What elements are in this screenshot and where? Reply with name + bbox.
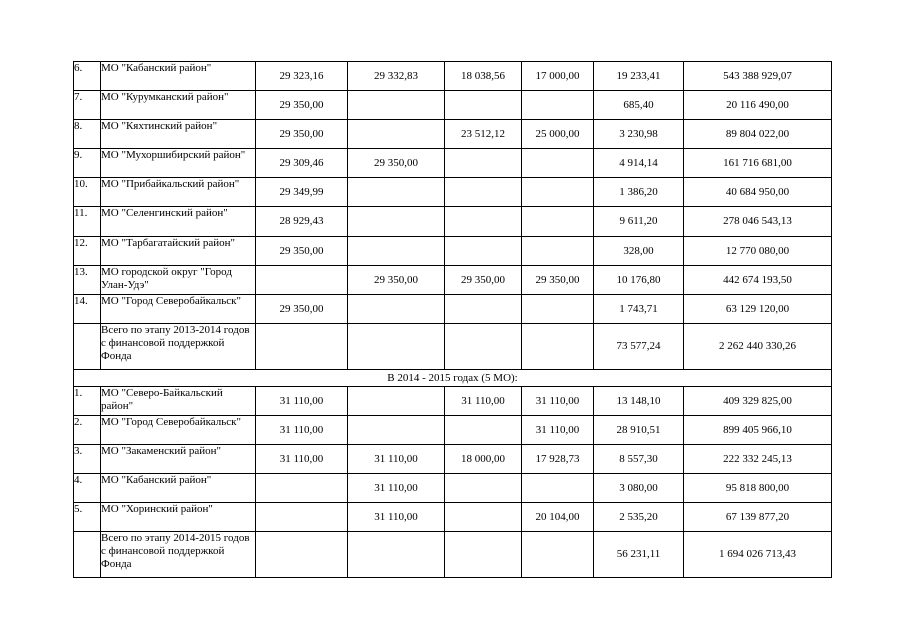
cost-per-sqm-2	[348, 207, 445, 237]
cost-per-sqm-2	[348, 387, 445, 416]
total-area: 328,00	[594, 237, 684, 266]
cost-per-sqm-4: 20 104,00	[522, 503, 594, 532]
total-cost: 222 332 245,13	[684, 445, 832, 474]
total-area: 1 386,20	[594, 178, 684, 207]
cost-per-sqm-3	[445, 149, 522, 178]
table-body	[74, 62, 832, 578]
cost-per-sqm-4: 17 000,00	[522, 62, 594, 91]
table-row	[74, 474, 832, 503]
empty-cell	[256, 532, 348, 578]
total-area: 4 914,14	[594, 149, 684, 178]
cost-per-sqm-2	[348, 237, 445, 266]
table-row	[74, 178, 832, 207]
row-number: 13.	[74, 266, 101, 295]
cost-per-sqm-4: 17 928,73	[522, 445, 594, 474]
total-area: 73 577,24	[594, 324, 684, 370]
cost-per-sqm-1: 31 110,00	[256, 387, 348, 416]
total-area: 10 176,80	[594, 266, 684, 295]
cost-per-sqm-4	[522, 178, 594, 207]
cost-per-sqm-2: 31 110,00	[348, 474, 445, 503]
cost-per-sqm-2	[348, 295, 445, 324]
municipality-name: МО "Закаменский район"	[101, 445, 256, 474]
cost-per-sqm-1	[256, 474, 348, 503]
cost-per-sqm-1: 31 110,00	[256, 445, 348, 474]
cost-per-sqm-2	[348, 416, 445, 445]
cost-per-sqm-4	[522, 91, 594, 120]
row-number: 7.	[74, 91, 101, 120]
table-row	[74, 207, 832, 237]
municipality-name: МО "Северо-Байкальский район"	[101, 387, 256, 416]
municipality-name: МО "Город Северобайкальск"	[101, 416, 256, 445]
total-cost: 67 139 877,20	[684, 503, 832, 532]
cost-per-sqm-4: 31 110,00	[522, 416, 594, 445]
cost-per-sqm-1: 29 349,99	[256, 178, 348, 207]
total-label: Всего по этапу 2014-2015 годов с финансовой поддержкой Фонда	[101, 532, 256, 578]
cost-per-sqm-1: 29 350,00	[256, 91, 348, 120]
total-area: 19 233,41	[594, 62, 684, 91]
municipality-name: МО "Кяхтинский район"	[101, 120, 256, 149]
cost-per-sqm-2: 31 110,00	[348, 445, 445, 474]
cost-per-sqm-3: 18 000,00	[445, 445, 522, 474]
cost-per-sqm-1: 29 350,00	[256, 237, 348, 266]
municipality-name: МО "Кабанский район"	[101, 474, 256, 503]
total-area: 13 148,10	[594, 387, 684, 416]
total-cost: 12 770 080,00	[684, 237, 832, 266]
row-number	[74, 324, 101, 370]
cost-per-sqm-1	[256, 503, 348, 532]
total-cost: 20 116 490,00	[684, 91, 832, 120]
table-row	[74, 91, 832, 120]
total-area: 8 557,30	[594, 445, 684, 474]
total-cost: 2 262 440 330,26	[684, 324, 832, 370]
cost-per-sqm-1	[256, 266, 348, 295]
cost-per-sqm-4: 29 350,00	[522, 266, 594, 295]
cost-per-sqm-3	[445, 237, 522, 266]
cost-per-sqm-4	[522, 207, 594, 237]
total-cost: 543 388 929,07	[684, 62, 832, 91]
total-row	[74, 532, 832, 578]
cost-per-sqm-2	[348, 178, 445, 207]
cost-per-sqm-2: 29 350,00	[348, 149, 445, 178]
total-cost: 161 716 681,00	[684, 149, 832, 178]
total-cost: 89 804 022,00	[684, 120, 832, 149]
section-header-row	[74, 370, 832, 387]
cost-per-sqm-3: 23 512,12	[445, 120, 522, 149]
total-cost: 1 694 026 713,43	[684, 532, 832, 578]
cost-per-sqm-1: 31 110,00	[256, 416, 348, 445]
cost-per-sqm-4	[522, 237, 594, 266]
cost-per-sqm-4: 31 110,00	[522, 387, 594, 416]
row-number: 1.	[74, 387, 101, 416]
municipality-name: МО "Мухоршибирский район"	[101, 149, 256, 178]
empty-cell	[348, 324, 445, 370]
total-cost: 409 329 825,00	[684, 387, 832, 416]
cost-per-sqm-2: 29 350,00	[348, 266, 445, 295]
cost-per-sqm-1: 29 309,46	[256, 149, 348, 178]
row-number: 14.	[74, 295, 101, 324]
table-row	[74, 62, 832, 91]
row-number: 8.	[74, 120, 101, 149]
municipality-name: МО "Селенгинский район"	[101, 207, 256, 237]
table-row	[74, 503, 832, 532]
cost-per-sqm-3: 31 110,00	[445, 387, 522, 416]
cost-per-sqm-2: 29 332,83	[348, 62, 445, 91]
municipality-name: МО "Тарбагатайский район"	[101, 237, 256, 266]
total-row	[74, 324, 832, 370]
total-cost: 40 684 950,00	[684, 178, 832, 207]
total-cost: 95 818 800,00	[684, 474, 832, 503]
table-row	[74, 445, 832, 474]
total-area: 9 611,20	[594, 207, 684, 237]
cost-per-sqm-1: 29 350,00	[256, 120, 348, 149]
municipality-name: МО "Прибайкальский район"	[101, 178, 256, 207]
table-row	[74, 416, 832, 445]
total-area: 56 231,11	[594, 532, 684, 578]
table-row	[74, 237, 832, 266]
cost-per-sqm-2	[348, 120, 445, 149]
total-area: 2 535,20	[594, 503, 684, 532]
table-row	[74, 266, 832, 295]
cost-per-sqm-1: 29 323,16	[256, 62, 348, 91]
table-row	[74, 149, 832, 178]
table-row	[74, 295, 832, 324]
total-cost: 63 129 120,00	[684, 295, 832, 324]
cost-per-sqm-3	[445, 474, 522, 503]
total-cost: 442 674 193,50	[684, 266, 832, 295]
cost-per-sqm-3	[445, 295, 522, 324]
cost-per-sqm-2	[348, 91, 445, 120]
cost-per-sqm-1: 29 350,00	[256, 295, 348, 324]
municipality-name: МО городской округ "Город Улан-Удэ"	[101, 266, 256, 295]
cost-per-sqm-4	[522, 295, 594, 324]
cost-per-sqm-4	[522, 474, 594, 503]
empty-cell	[256, 324, 348, 370]
cost-per-sqm-4: 25 000,00	[522, 120, 594, 149]
empty-cell	[522, 532, 594, 578]
empty-cell	[348, 532, 445, 578]
total-area: 28 910,51	[594, 416, 684, 445]
total-cost: 899 405 966,10	[684, 416, 832, 445]
total-label: Всего по этапу 2013-2014 годов с финансовой поддержкой Фонда	[101, 324, 256, 370]
municipality-name: МО "Хоринский район"	[101, 503, 256, 532]
municipality-name: МО "Курумканский район"	[101, 91, 256, 120]
cost-per-sqm-3: 29 350,00	[445, 266, 522, 295]
total-area: 1 743,71	[594, 295, 684, 324]
program-table	[73, 61, 832, 578]
cost-per-sqm-3	[445, 207, 522, 237]
cost-per-sqm-1: 28 929,43	[256, 207, 348, 237]
cost-per-sqm-3	[445, 416, 522, 445]
row-number: 11.	[74, 207, 101, 237]
total-area: 3 080,00	[594, 474, 684, 503]
total-area: 685,40	[594, 91, 684, 120]
row-number: 6.	[74, 62, 101, 91]
row-number: 3.	[74, 445, 101, 474]
cost-per-sqm-3	[445, 178, 522, 207]
municipality-name: МО "Кабанский район"	[101, 62, 256, 91]
row-number	[74, 532, 101, 578]
cost-per-sqm-3	[445, 91, 522, 120]
total-area: 3 230,98	[594, 120, 684, 149]
row-number: 4.	[74, 474, 101, 503]
table-row	[74, 120, 832, 149]
cost-per-sqm-3	[445, 503, 522, 532]
section-title: В 2014 - 2015 годах (5 МО):	[74, 370, 832, 387]
empty-cell	[445, 532, 522, 578]
row-number: 2.	[74, 416, 101, 445]
row-number: 9.	[74, 149, 101, 178]
row-number: 5.	[74, 503, 101, 532]
cost-per-sqm-2: 31 110,00	[348, 503, 445, 532]
empty-cell	[445, 324, 522, 370]
row-number: 10.	[74, 178, 101, 207]
row-number: 12.	[74, 237, 101, 266]
empty-cell	[522, 324, 594, 370]
cost-per-sqm-3: 18 038,56	[445, 62, 522, 91]
cost-per-sqm-4	[522, 149, 594, 178]
total-cost: 278 046 543,13	[684, 207, 832, 237]
municipality-name: МО "Город Северобайкальск"	[101, 295, 256, 324]
table-row	[74, 387, 832, 416]
